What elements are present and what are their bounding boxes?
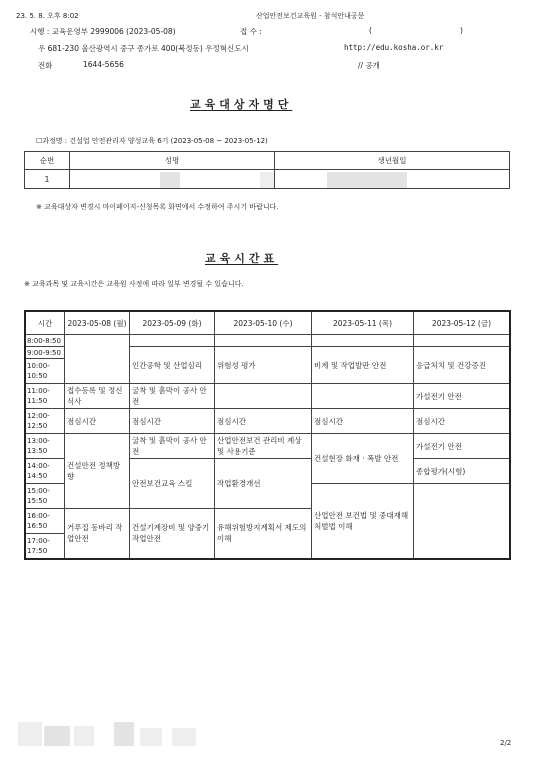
col-fri: 2023-05-12 (금) xyxy=(414,311,511,335)
schedule-cell: 굴착 및 흙막이 공사 안전 xyxy=(130,384,215,409)
footer-redaction xyxy=(18,722,42,746)
website-link[interactable]: http://edu.kosha.or.kr xyxy=(344,43,444,52)
schedule-cell: 비계 및 작업발판 안전 xyxy=(312,347,414,384)
footer-redaction xyxy=(114,722,134,746)
time-slot: 8:00-8:50 xyxy=(25,335,65,347)
table-row xyxy=(25,335,510,347)
schedule-empty xyxy=(312,384,414,409)
paren-close: ) xyxy=(460,26,463,35)
schedule-cell: 응급처치 및 건강증진 xyxy=(414,347,511,384)
page-number: 2/2 xyxy=(500,739,512,747)
schedule-cell: 점심시간 xyxy=(65,409,130,434)
schedule-cell: 건설현장 화재 · 폭발 안전 xyxy=(312,434,414,484)
schedule-table xyxy=(24,310,511,560)
schedule-cell: 건설안전 정책방향 xyxy=(65,434,130,509)
roster-note: ※ 교육대상자 변경시 마이페이지-신청목록 화면에서 수정하여 주시기 바랍니다. xyxy=(36,203,279,211)
schedule-empty-mon xyxy=(65,335,130,384)
roster-header-row xyxy=(25,152,510,170)
receive-label: 접 수 : xyxy=(240,27,262,36)
schedule-cell: 유해위험방지계획서 제도의 이해 xyxy=(215,509,312,559)
col-number: 순번 xyxy=(25,152,70,170)
table-row xyxy=(25,409,510,434)
time-slot: 12:00-12:50 xyxy=(25,409,65,434)
schedule-cell: 위험성 평가 xyxy=(215,347,312,384)
phone-label: 전화 xyxy=(38,61,53,70)
col-tue: 2023-05-09 (화) xyxy=(130,311,215,335)
print-datetime: 23. 5. 8. 오후 8:02 xyxy=(16,12,79,20)
schedule-empty xyxy=(130,335,215,347)
public-label: // 공개 xyxy=(358,61,380,70)
col-name: 성명 xyxy=(70,152,275,170)
phone-number: 1644-5656 xyxy=(83,60,124,69)
schedule-cell: 거푸집 동바리 작업안전 xyxy=(65,509,130,559)
schedule-cell: 점심시간 xyxy=(130,409,215,434)
schedule-cell: 점심시간 xyxy=(414,409,511,434)
paren-open: ( xyxy=(369,26,372,35)
address-line: 우 681-230 울산광역시 중구 종가로 400(북정동) 우정혁신도시 xyxy=(38,44,249,53)
time-slot: 13:00-13:50 xyxy=(25,434,65,459)
document-title: 산업안전보건교육원 - 참석안내공문 xyxy=(256,12,365,20)
time-slot: 17:00-17:50 xyxy=(25,534,65,559)
schedule-cell: 접수등록 및 정신식사 xyxy=(65,384,130,409)
col-birthdate: 생년월일 xyxy=(275,152,510,170)
redaction-name xyxy=(160,172,180,188)
col-thu: 2023-05-11 (목) xyxy=(312,311,414,335)
schedule-cell: 인간공학 및 산업심리 xyxy=(130,347,215,384)
schedule-empty xyxy=(414,335,511,347)
col-time: 시간 xyxy=(25,311,65,335)
time-slot: 11:00-11:50 xyxy=(25,384,65,409)
schedule-title: 교육시간표 xyxy=(205,252,279,265)
time-slot: 14:00-14:50 xyxy=(25,459,65,484)
time-slot: 15:00-15:50 xyxy=(25,484,65,509)
schedule-cell: 점심시간 xyxy=(215,409,312,434)
col-wed: 2023-05-10 (수) xyxy=(215,311,312,335)
redaction-name-2 xyxy=(260,172,274,188)
schedule-cell: 종합평가(시험) xyxy=(414,459,511,484)
schedule-empty xyxy=(215,335,312,347)
time-slot: 16:00-16:50 xyxy=(25,509,65,534)
schedule-cell: 건설기계장비 및 양중기 작업안전 xyxy=(130,509,215,559)
table-row xyxy=(25,384,510,409)
schedule-empty xyxy=(312,335,414,347)
redaction-birthdate xyxy=(327,172,407,188)
col-mon: 2023-05-08 (월) xyxy=(65,311,130,335)
issue-line: 시행 : 교육운영부 2999006 (2023-05-08) xyxy=(30,27,176,36)
schedule-cell: 작업환경개선 xyxy=(215,459,312,509)
schedule-empty xyxy=(414,484,511,559)
roster-title: 교육대상자명단 xyxy=(190,98,293,111)
schedule-cell: 가설전기 안전 xyxy=(414,434,511,459)
schedule-header-row xyxy=(25,311,510,335)
schedule-cell: 굴착 및 흙막이 공사 안전 xyxy=(130,434,215,459)
time-slot: 10:00-10:50 xyxy=(25,359,65,384)
schedule-note: ※ 교육과목 및 교육시간은 교육원 사정에 따라 일부 변경될 수 있습니다. xyxy=(24,280,244,288)
footer-redaction xyxy=(74,726,94,746)
schedule-cell: 가설전기 안전 xyxy=(414,384,511,409)
schedule-cell: 점심시간 xyxy=(312,409,414,434)
row-number: 1 xyxy=(25,170,70,189)
footer-redaction xyxy=(140,728,162,746)
time-slot: 9:00-9:50 xyxy=(25,347,65,359)
table-row xyxy=(25,434,510,459)
schedule-cell: 안전보건교육 스킬 xyxy=(130,459,215,509)
schedule-cell: 산업안전보건 관리비 계상 및 사용기준 xyxy=(215,434,312,459)
footer-redaction xyxy=(172,728,196,746)
schedule-empty xyxy=(215,384,312,409)
footer-redaction xyxy=(44,726,70,746)
course-line: ☐과정명 : 건설업 안전관리자 양성교육 6기 (2023-05-08 ~ 2023-05-12) xyxy=(36,137,268,145)
schedule-cell: 산업안전 보건법 및 중대재해처벌법 이해 xyxy=(312,484,414,559)
